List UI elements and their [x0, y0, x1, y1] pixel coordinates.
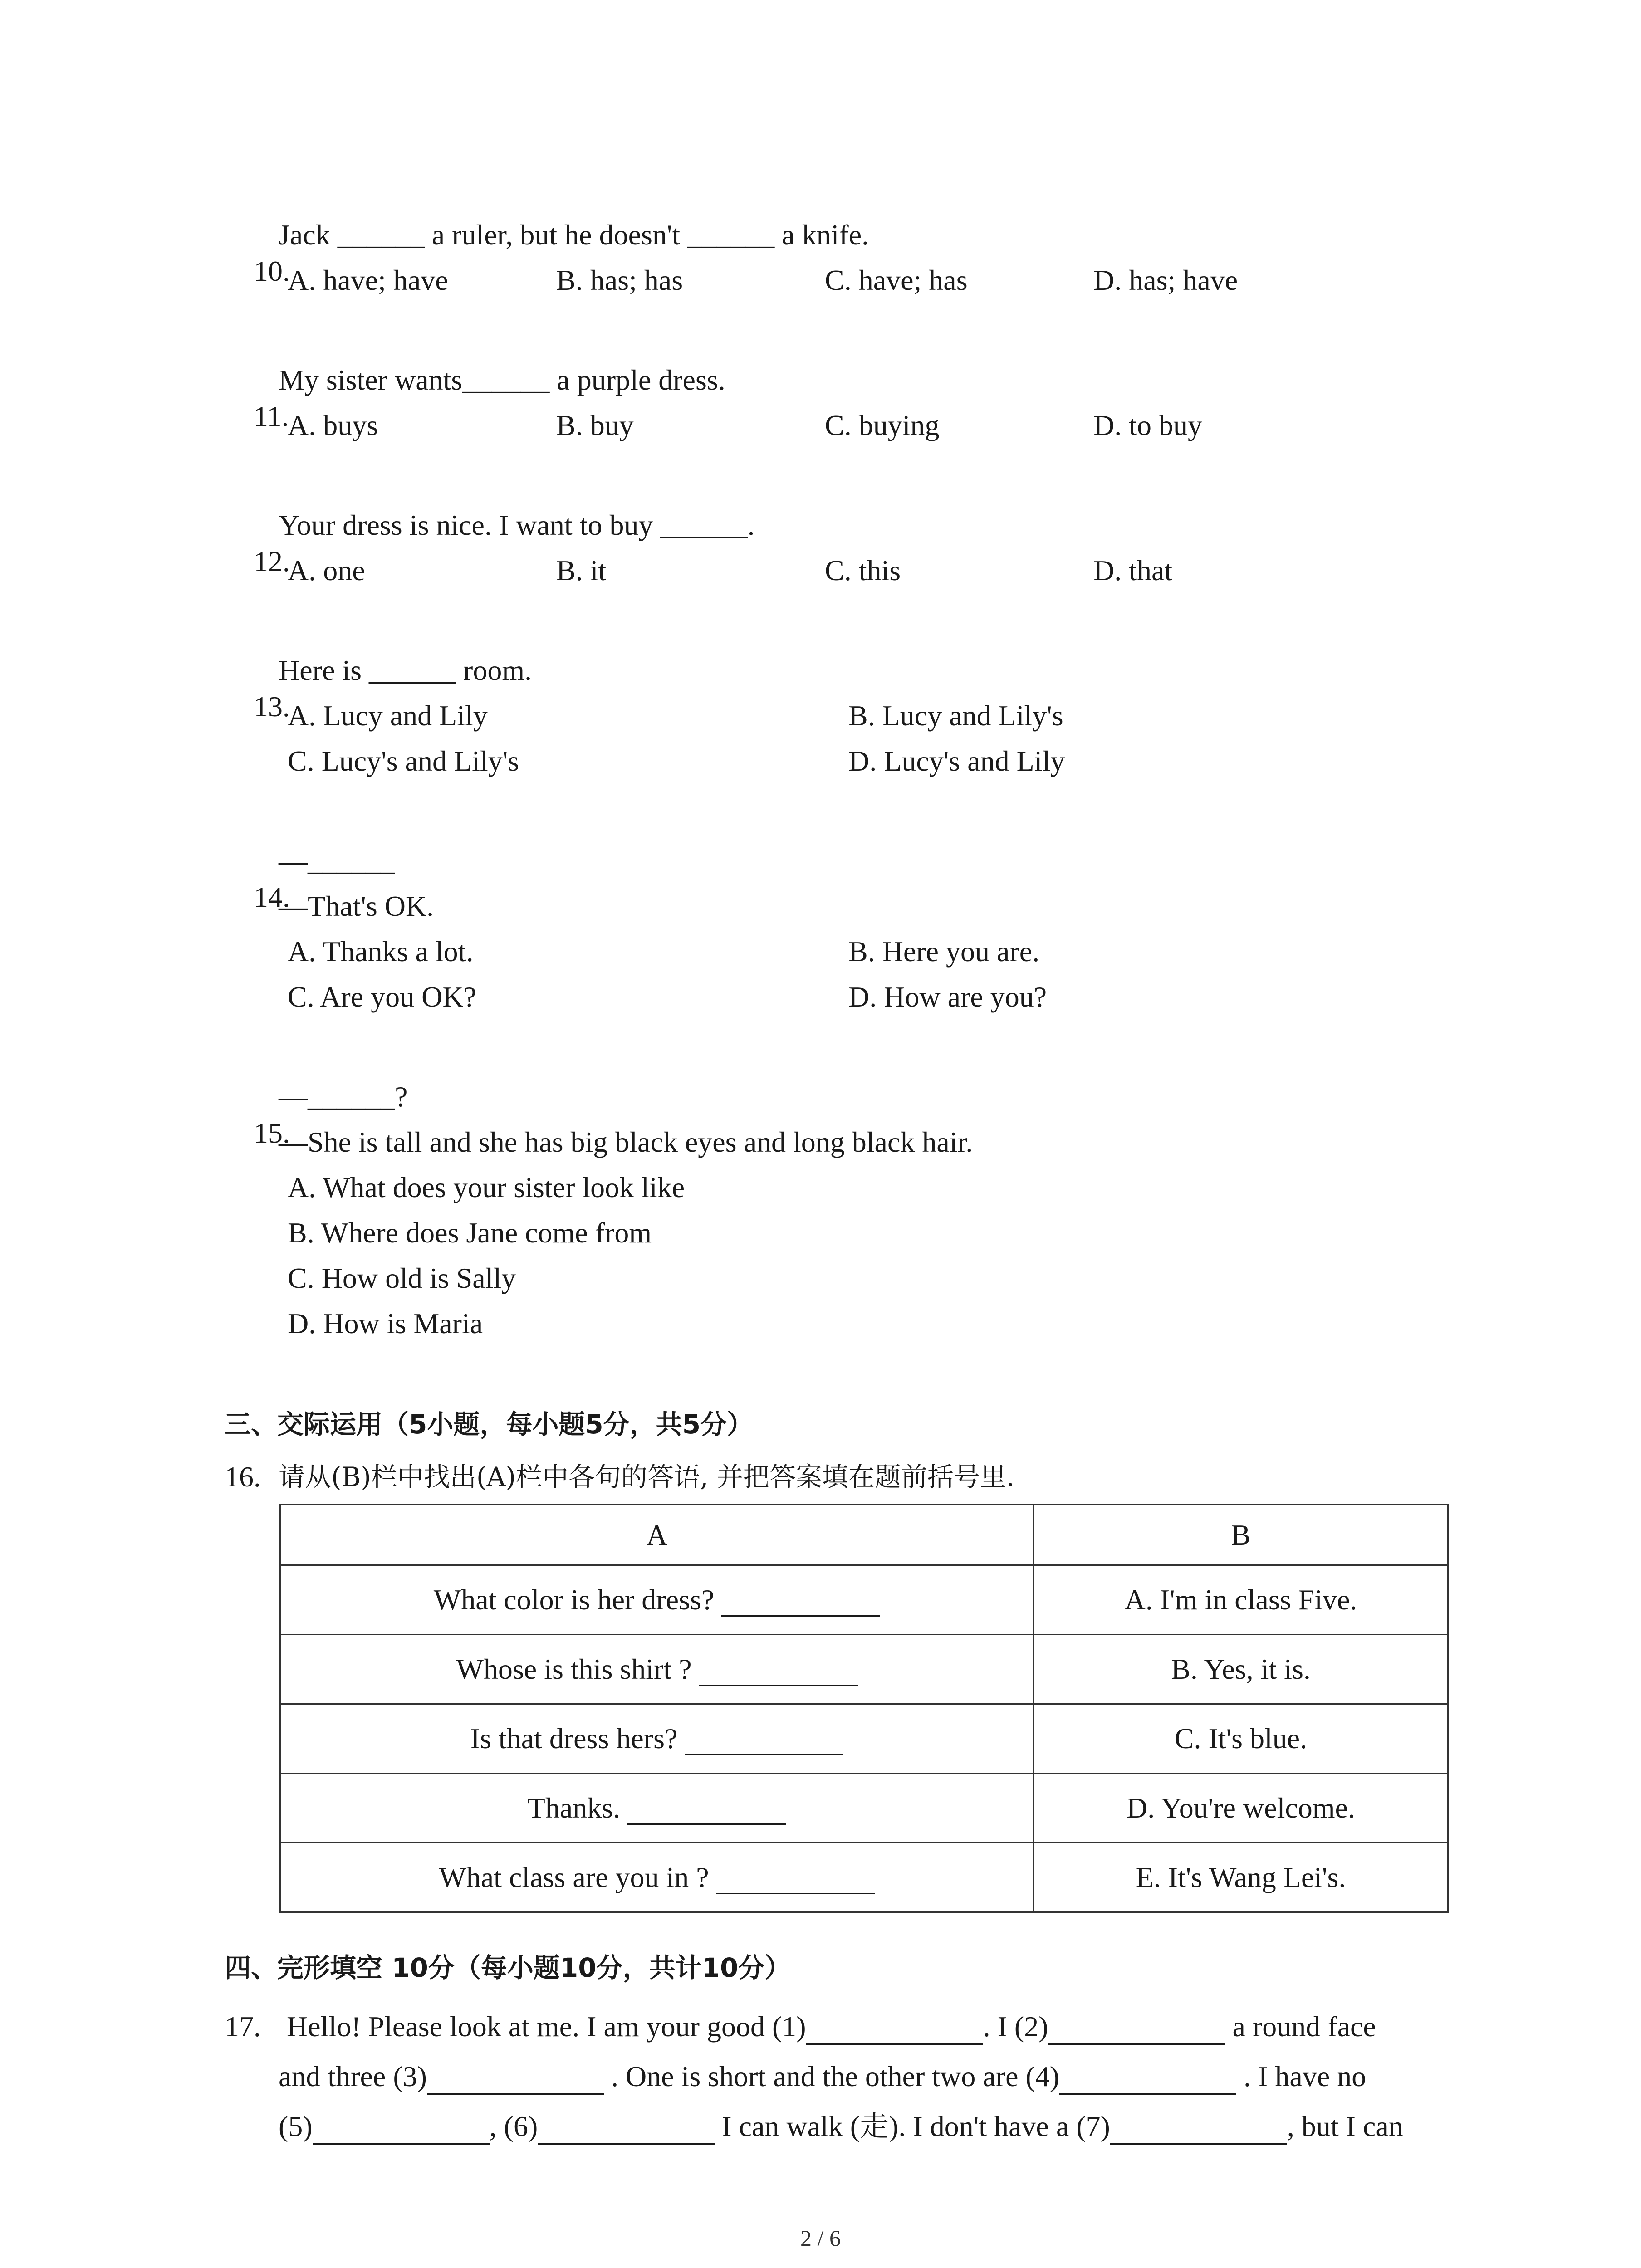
cloze-text: . I (2) — [983, 2010, 1048, 2043]
option-c[interactable]: C. this — [825, 554, 901, 587]
section-heading: 三、交际运用（5小题，每小题5分，共5分） — [225, 1409, 754, 1440]
question-stem: My sister wants______ a purple dress. — [279, 364, 725, 396]
cell-a — [280, 1635, 1034, 1704]
cloze-text: I can walk (走). I don't have a (7) — [715, 2110, 1110, 2142]
cloze-text: a round face — [1225, 2010, 1376, 2043]
cloze-text: . I have no — [1236, 2060, 1367, 2092]
cloze-blank-3[interactable] — [427, 2067, 604, 2095]
question-instruction: 请从(B)栏中找出(A)栏中各句的答语, 并把答案填在题前括号里. — [279, 1461, 1015, 1492]
cell-b: A. I'm in class Five. — [1034, 1565, 1448, 1635]
option-c[interactable]: C. have; has — [825, 264, 968, 296]
cloze-line — [279, 2058, 1366, 2095]
option-a[interactable]: A. What does your sister look like — [288, 1171, 685, 1203]
option-c[interactable]: C. Lucy's and Lily's — [288, 745, 519, 777]
answer-blank[interactable] — [685, 1728, 843, 1755]
question-stem: —______? — [279, 1080, 408, 1113]
cloze-line — [287, 2009, 1376, 2045]
table-row — [280, 1704, 1448, 1774]
question-16-number: 16. — [225, 1461, 261, 1493]
question-text: Is that dress hers? — [470, 1722, 678, 1755]
option-b[interactable]: B. Here you are. — [848, 935, 1040, 968]
cell-a — [280, 1774, 1034, 1843]
cloze-blank-4[interactable] — [1059, 2067, 1236, 2095]
cloze-text: . One is short and the other two are (4) — [603, 2060, 1060, 2092]
option-c[interactable]: C. buying — [825, 409, 940, 441]
cell-a — [280, 1565, 1034, 1635]
dialogue-reply: —That's OK. — [279, 890, 434, 922]
option-b[interactable]: B. it — [556, 554, 607, 587]
answer-blank[interactable] — [721, 1589, 880, 1617]
question-text: Thanks. — [527, 1792, 621, 1824]
cloze-text: Hello! Please look at me. I am your good (1) — [287, 2010, 806, 2043]
option-b[interactable]: B. has; has — [556, 264, 683, 296]
cloze-text: and three (3) — [279, 2060, 427, 2092]
column-header-b: B — [1034, 1505, 1448, 1565]
cloze-blank-7[interactable] — [1110, 2117, 1287, 2145]
answer-blank[interactable] — [627, 1797, 786, 1825]
cloze-blank-2[interactable] — [1048, 2017, 1225, 2045]
option-d[interactable]: D. to buy — [1093, 409, 1202, 441]
question-stem: —______ — [279, 845, 395, 877]
cloze-line — [279, 2108, 1403, 2145]
question-stem: Jack ______ a ruler, but he doesn't ______ a knife. — [279, 219, 869, 251]
cell-a — [280, 1704, 1034, 1774]
dialogue-reply: —She is tall and she has big black eyes and long black hair. — [279, 1126, 973, 1158]
table-row — [280, 1635, 1448, 1704]
question-text: What color is her dress? — [433, 1584, 715, 1616]
cloze-blank-6[interactable] — [538, 2117, 715, 2145]
column-header-a: A — [280, 1505, 1034, 1565]
matching-table — [279, 1504, 1449, 1913]
question-number: 10. — [254, 255, 290, 287]
option-d[interactable]: D. that — [1093, 554, 1173, 587]
option-a[interactable]: A. have; have — [288, 264, 448, 296]
table-header-row — [280, 1505, 1448, 1565]
question-stem: Your dress is nice. I want to buy ______. — [279, 509, 755, 541]
option-a[interactable]: A. one — [288, 554, 365, 587]
option-b[interactable]: B. Where does Jane come from — [288, 1217, 652, 1249]
option-a[interactable]: A. buys — [288, 409, 378, 441]
question-number: 14. — [254, 881, 290, 913]
cloze-text: , but I can — [1287, 2110, 1403, 2142]
question-text: What class are you in ? — [439, 1861, 709, 1893]
question-number: 15. — [254, 1117, 290, 1149]
question-number: 12. — [254, 545, 290, 577]
cloze-blank-1[interactable] — [806, 2017, 983, 2045]
option-c[interactable]: C. Are you OK? — [288, 981, 476, 1013]
option-d[interactable]: D. Lucy's and Lily — [848, 745, 1065, 777]
cell-b: E. It's Wang Lei's. — [1034, 1843, 1448, 1912]
page-number: 2 / 6 — [800, 2225, 841, 2251]
cell-a — [280, 1843, 1034, 1912]
option-a[interactable]: A. Thanks a lot. — [288, 935, 474, 968]
question-number: 11. — [254, 400, 289, 432]
option-b[interactable]: B. buy — [556, 409, 634, 441]
question-number: 13. — [254, 690, 290, 723]
cell-b: C. It's blue. — [1034, 1704, 1448, 1774]
question-text: Whose is this shirt ? — [456, 1653, 692, 1685]
answer-blank[interactable] — [699, 1658, 858, 1686]
cell-b: D. You're welcome. — [1034, 1774, 1448, 1843]
cloze-blank-5[interactable] — [313, 2117, 490, 2145]
table-row — [280, 1843, 1448, 1912]
table-row — [280, 1565, 1448, 1635]
option-d[interactable]: D. has; have — [1093, 264, 1238, 296]
option-d[interactable]: D. How is Maria — [288, 1307, 483, 1339]
option-a[interactable]: A. Lucy and Lily — [288, 699, 488, 732]
question-stem: Here is ______ room. — [279, 654, 532, 686]
cloze-text: , (6) — [489, 2110, 538, 2142]
table-row — [280, 1774, 1448, 1843]
answer-blank[interactable] — [716, 1867, 875, 1894]
question-17-number: 17. — [225, 2010, 261, 2043]
option-b[interactable]: B. Lucy and Lily's — [848, 699, 1063, 732]
cell-b: B. Yes, it is. — [1034, 1635, 1448, 1704]
option-d[interactable]: D. How are you? — [848, 981, 1047, 1013]
cloze-text: (5) — [279, 2110, 313, 2142]
option-c[interactable]: C. How old is Sally — [288, 1262, 516, 1294]
section-heading: 四、完形填空 10分（每小题10分，共计10分） — [225, 1952, 791, 1983]
